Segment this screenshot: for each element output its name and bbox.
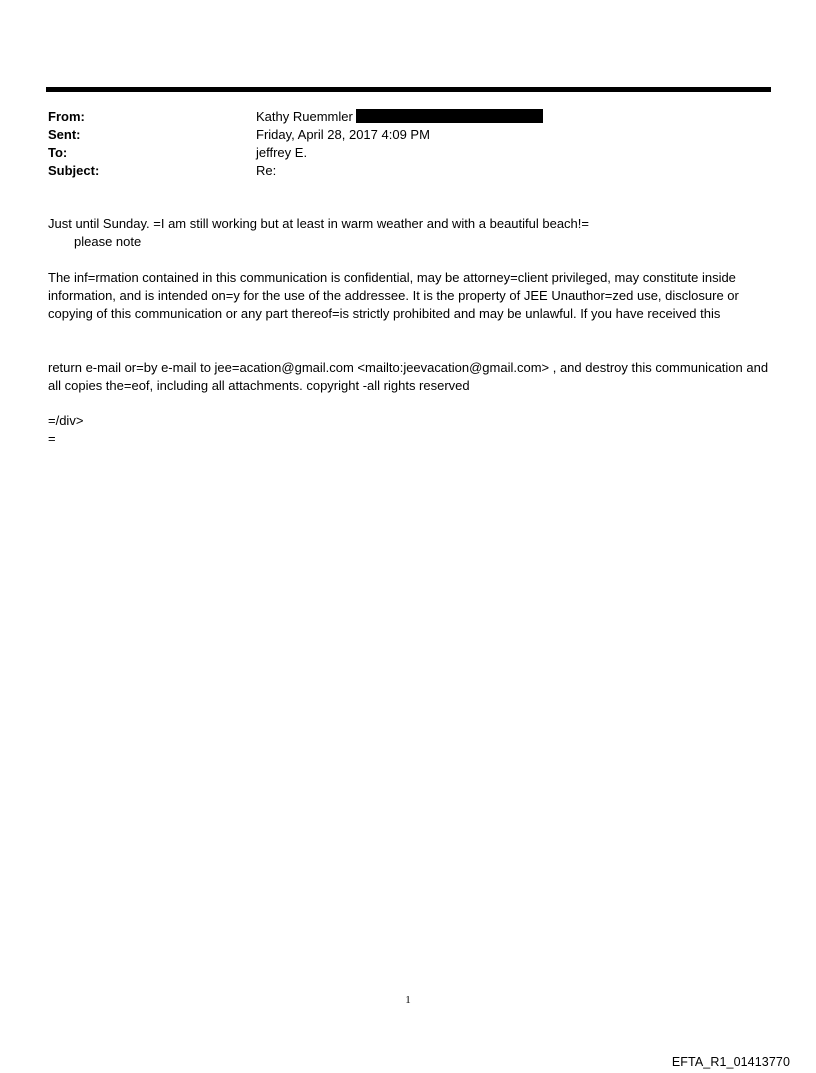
message-line-2: please note bbox=[74, 234, 142, 249]
message-trailer bbox=[48, 412, 773, 448]
redaction-block bbox=[356, 109, 543, 123]
subject-value: Re: bbox=[256, 163, 277, 178]
subject-label: Subject: bbox=[48, 163, 100, 178]
trailer-line-2: = bbox=[48, 431, 56, 446]
from-row bbox=[48, 108, 768, 126]
page-number: 1 bbox=[405, 994, 411, 1006]
return-instructions: return e-mail or=by e-mail to jee=acation@gmail.com <mailto:jeevacation@gmail.com> , and destroy this communication and all copies the=eof, including all attachments. copyright -all rights reserved bbox=[48, 360, 769, 393]
to-value: jeffrey E. bbox=[256, 145, 308, 160]
trailer-line-1: =/div> bbox=[48, 413, 84, 428]
confidentiality-notice: The inf=rmation contained in this communication is confidential, may be attorney=client privileged, may constitute inside information, and is intended on=y for the use of the addressee. It is the property of JEE Unauthor=zed use, disclosure or copying of this communication or any part thereof=is strictly prohibited and may be unlawful. If you have received this bbox=[48, 270, 739, 321]
message-opening bbox=[48, 215, 773, 251]
email-header bbox=[48, 108, 768, 180]
sent-label: Sent: bbox=[48, 127, 81, 142]
sent-value: Friday, April 28, 2017 4:09 PM bbox=[256, 127, 430, 142]
bates-number: EFTA_R1_01413770 bbox=[671, 1055, 790, 1069]
message-line-1: Just until Sunday. =I am still working but at least in warm weather and with a beautiful beach!= bbox=[48, 216, 589, 231]
header-divider-rule bbox=[46, 87, 771, 92]
subject-row bbox=[48, 162, 768, 180]
from-label: From: bbox=[48, 109, 85, 124]
to-label: To: bbox=[48, 145, 68, 160]
to-row bbox=[48, 144, 768, 162]
from-name: Kathy Ruemmler bbox=[256, 109, 353, 124]
from-value bbox=[256, 108, 543, 126]
sent-row bbox=[48, 126, 768, 144]
